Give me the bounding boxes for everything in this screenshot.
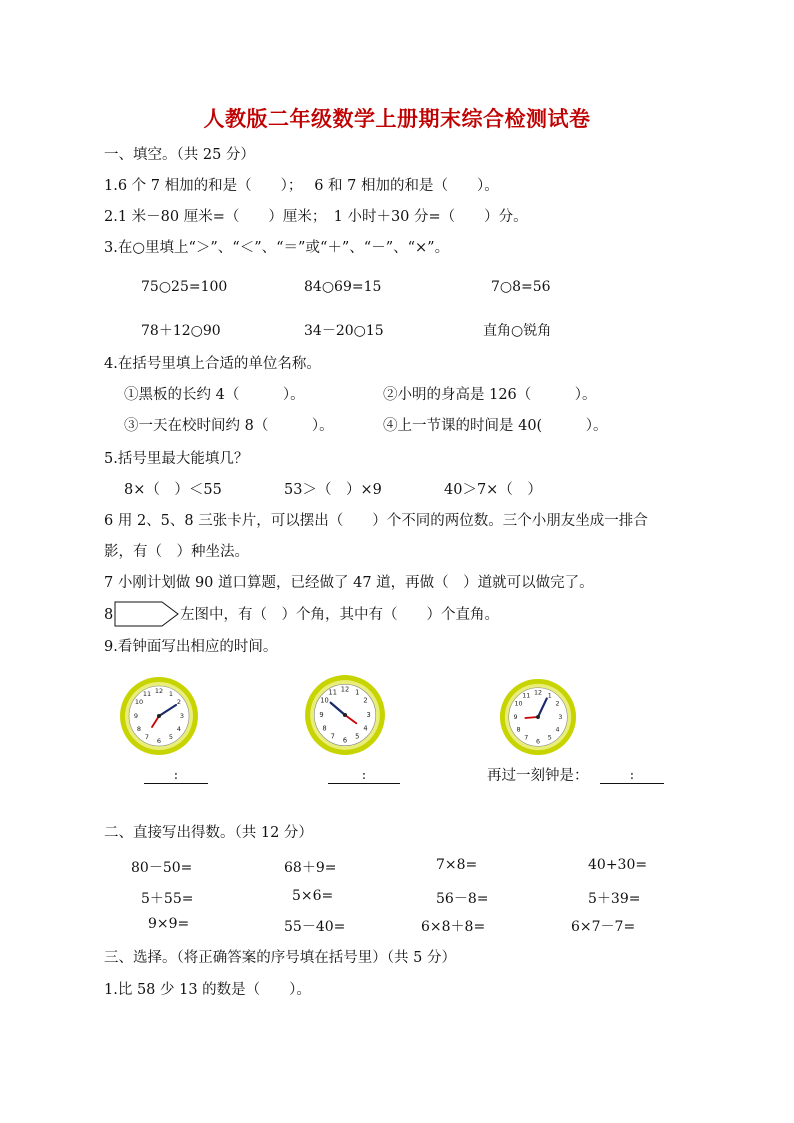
q4-item-a: ①黑板的长约 4（ ）。 bbox=[124, 387, 305, 403]
svg-text:12: 12 bbox=[533, 689, 543, 697]
svg-text:11: 11 bbox=[328, 688, 337, 697]
svg-text:11: 11 bbox=[522, 692, 531, 700]
question-9-prompt: 9.看钟面写出相应的时间。 bbox=[104, 639, 278, 655]
svg-text:3: 3 bbox=[179, 712, 185, 720]
time-after-label: 再过一刻钟是： bbox=[487, 768, 589, 784]
calc-item: 40+30= bbox=[588, 857, 648, 873]
clock-2 bbox=[303, 673, 387, 757]
question-4-prompt: 4.在括号里填上合适的单位名称。 bbox=[104, 356, 321, 372]
q3-item: 78＋12○90 bbox=[141, 323, 221, 339]
calc-item: 7×8= bbox=[436, 857, 478, 873]
svg-text:2: 2 bbox=[176, 698, 182, 706]
svg-text:9: 9 bbox=[133, 712, 139, 720]
time-blank-3[interactable]: : bbox=[600, 768, 664, 784]
svg-text:1: 1 bbox=[355, 688, 360, 697]
svg-text:5: 5 bbox=[168, 733, 174, 741]
q3-item: 7○8=56 bbox=[491, 279, 551, 295]
svg-text:2: 2 bbox=[363, 696, 368, 705]
q5-item: 8×（ ）＜55 bbox=[124, 482, 222, 498]
svg-text:6: 6 bbox=[342, 736, 348, 745]
question-8-text: 左图中，有（ ）个角，其中有（ ）个直角。 bbox=[180, 607, 499, 623]
q3-item: 34－20○15 bbox=[304, 323, 384, 339]
calc-item: 55－40= bbox=[284, 919, 346, 935]
question-3-prompt: 3.在○里填上“＞”、“＜”、“＝”或“＋”、“－”、“×”。 bbox=[104, 240, 450, 256]
question-1: 1.6 个 7 相加的和是（ ）； 6 和 7 相加的和是（ ）。 bbox=[104, 178, 499, 194]
q4-item-b: ②小明的身高是 126（ ）。 bbox=[383, 387, 597, 403]
section1-heading: 一、填空。（共 25 分） bbox=[104, 147, 255, 163]
svg-text:2: 2 bbox=[555, 700, 560, 708]
svg-text:7: 7 bbox=[144, 733, 150, 741]
svg-text:8: 8 bbox=[516, 726, 521, 734]
svg-text:1: 1 bbox=[168, 690, 174, 698]
question-6-line2: 影，有（ ）种坐法。 bbox=[104, 544, 249, 560]
svg-text:12: 12 bbox=[340, 685, 350, 694]
calc-item: 68＋9= bbox=[284, 860, 337, 876]
question-8-number: 8 bbox=[104, 607, 114, 623]
question-7: 7 小刚计划做 90 道口算题，已经做了 47 道，再做（ ）道就可以做完了。 bbox=[104, 575, 594, 591]
question-6-line1: 6 用 2、5、8 三张卡片，可以摆出（ ）个不同的两位数。三个小朋友坐成一排合 bbox=[104, 513, 648, 529]
q4-item-d: ④上一节课的时间是 40( ）。 bbox=[383, 418, 608, 434]
svg-text:4: 4 bbox=[363, 724, 368, 733]
calc-item: 5＋39= bbox=[588, 891, 641, 907]
svg-text:8: 8 bbox=[136, 725, 142, 733]
pentagon-figure bbox=[114, 600, 180, 628]
time-blank-1[interactable]: : bbox=[144, 768, 208, 784]
clock-3 bbox=[498, 677, 578, 757]
svg-text:10: 10 bbox=[134, 698, 144, 706]
q5-item: 40＞7×（ ） bbox=[444, 482, 542, 498]
calc-item: 6×7－7= bbox=[571, 919, 636, 935]
svg-text:3: 3 bbox=[558, 713, 563, 721]
svg-text:6: 6 bbox=[156, 737, 162, 745]
time-blank-2[interactable]: : bbox=[328, 768, 400, 784]
svg-text:5: 5 bbox=[355, 732, 360, 741]
section3-question-1: 1.比 58 少 13 的数是（ ）。 bbox=[104, 982, 311, 998]
svg-text:1: 1 bbox=[547, 692, 552, 700]
svg-text:11: 11 bbox=[142, 690, 152, 698]
svg-text:7: 7 bbox=[330, 732, 335, 741]
q5-item: 53＞（ ）×9 bbox=[284, 482, 382, 498]
calc-item: 6×8＋8= bbox=[421, 919, 486, 935]
calc-item: 9×9= bbox=[148, 916, 190, 932]
calc-item: 56－8= bbox=[436, 891, 489, 907]
svg-text:4: 4 bbox=[176, 725, 182, 733]
svg-text:8: 8 bbox=[322, 724, 327, 733]
q3-item: 75○25=100 bbox=[141, 279, 228, 295]
svg-text:4: 4 bbox=[555, 726, 560, 734]
svg-text:10: 10 bbox=[320, 696, 329, 705]
question-2: 2.1 米－80 厘米=（ ）厘米； 1 小时＋30 分=（ ）分。 bbox=[104, 209, 528, 225]
section3-heading: 三、选择。（将正确答案的序号填在括号里）（共 5 分） bbox=[104, 950, 456, 966]
svg-text:7: 7 bbox=[524, 734, 529, 742]
clock-1 bbox=[118, 675, 200, 757]
svg-text:10: 10 bbox=[514, 700, 523, 708]
svg-text:6: 6 bbox=[535, 738, 541, 746]
svg-text:5: 5 bbox=[547, 734, 552, 742]
section2-heading: 二、直接写出得数。（共 12 分） bbox=[104, 825, 313, 841]
svg-text:12: 12 bbox=[154, 687, 164, 695]
calc-item: 5＋55= bbox=[141, 891, 194, 907]
calc-item: 5×6= bbox=[292, 888, 334, 904]
svg-text:3: 3 bbox=[366, 711, 371, 720]
q3-item: 84○69=15 bbox=[304, 279, 382, 295]
q4-item-c: ③一天在校时间约 8（ ）。 bbox=[124, 418, 334, 434]
q3-item: 直角○锐角 bbox=[483, 323, 552, 339]
svg-text:9: 9 bbox=[319, 711, 324, 720]
page-title: 人教版二年级数学上册期末综合检测试卷 bbox=[203, 106, 591, 131]
svg-text:9: 9 bbox=[513, 713, 518, 721]
question-5-prompt: 5.括号里最大能填几？ bbox=[104, 451, 249, 467]
calc-item: 80－50= bbox=[131, 860, 193, 876]
